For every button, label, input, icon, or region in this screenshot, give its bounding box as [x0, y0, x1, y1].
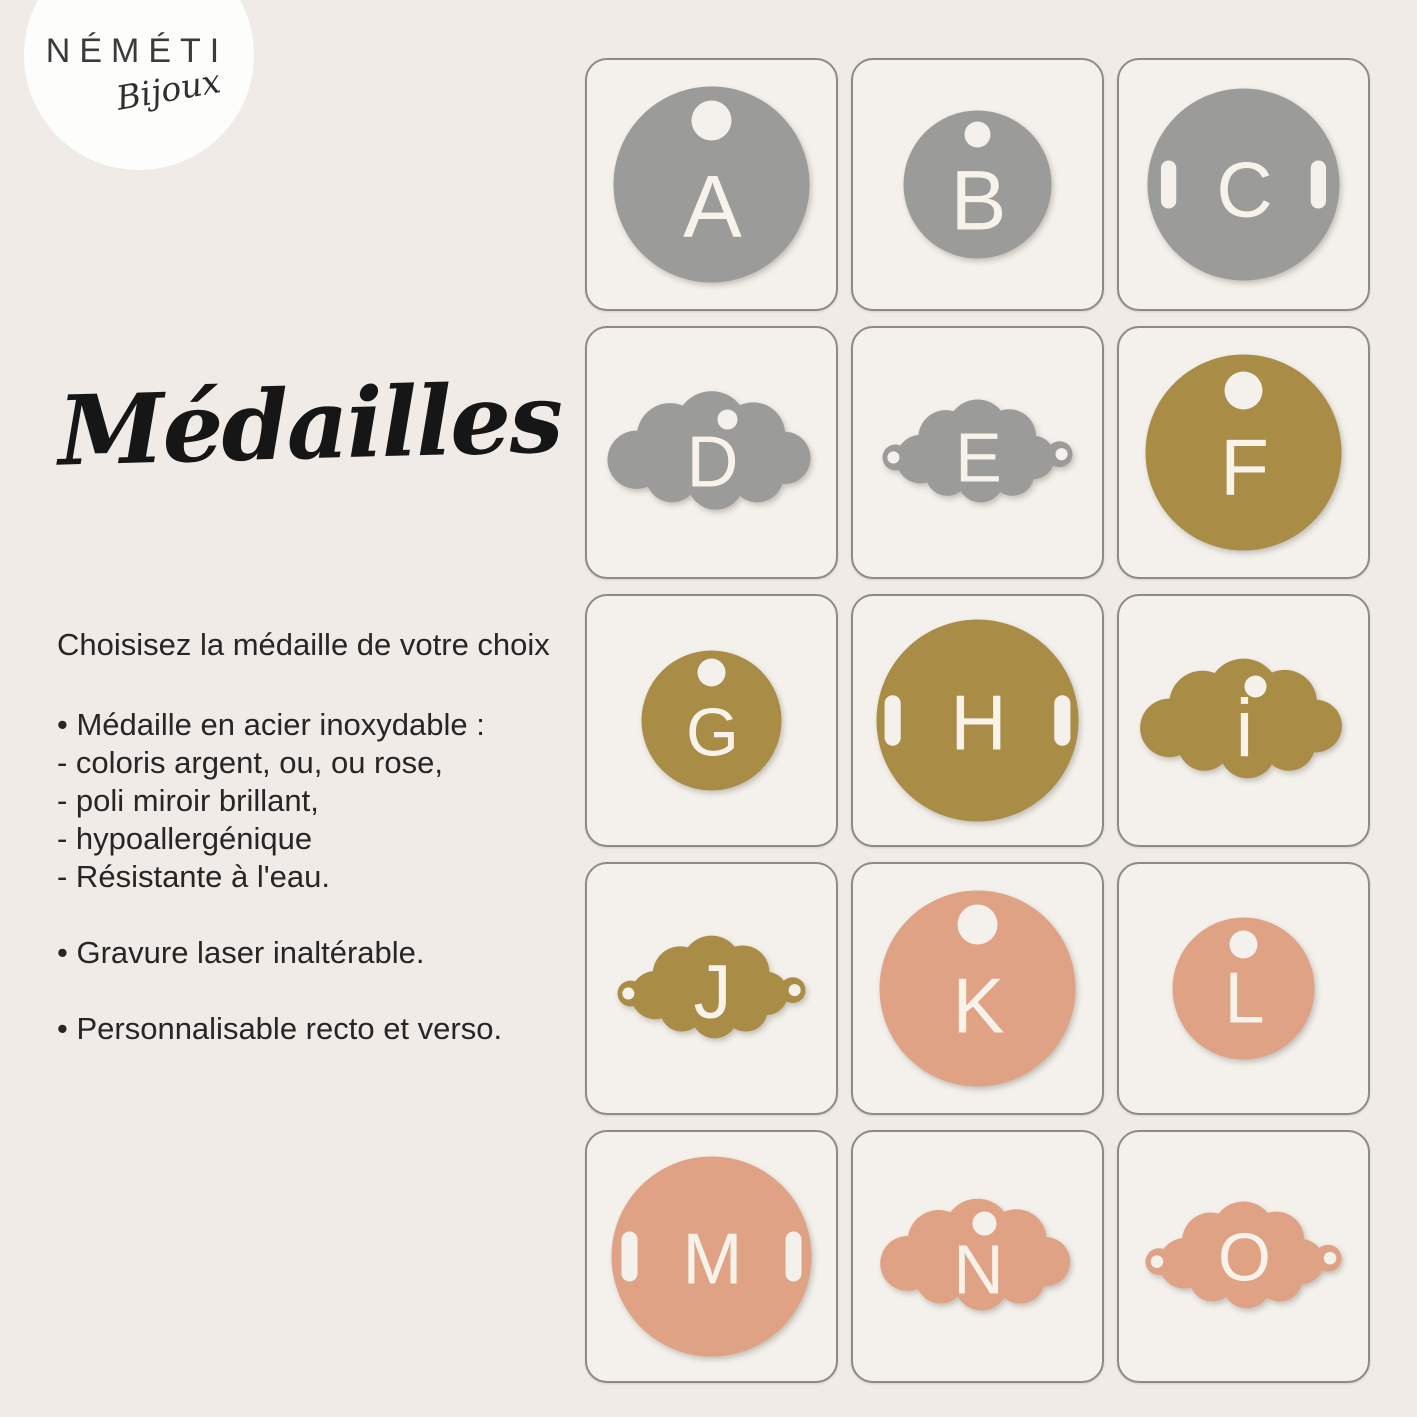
medal-letter: D [686, 422, 739, 503]
medal-shape-C [1117, 58, 1370, 311]
medal-cell-K [851, 862, 1104, 1115]
medal-letter: N [953, 1230, 1004, 1309]
medal-letter: K [952, 961, 1005, 1050]
medal-shape-A [585, 58, 838, 311]
medal-shape-F [1117, 326, 1370, 579]
medal-letter: F [1220, 423, 1269, 512]
medal-shape-L [1117, 862, 1370, 1115]
medal-cell-i [1117, 594, 1370, 847]
medal-letter: G [686, 694, 739, 771]
desc-bullet-material: • Médaille en acier inoxydable : [57, 707, 485, 742]
medal-letter: L [1224, 958, 1265, 1039]
medal-shape-K [851, 862, 1104, 1115]
medal-cell-A [585, 58, 838, 311]
medal-grid [585, 58, 1370, 1383]
medal-cell-G [585, 594, 838, 847]
medal-shape-N [851, 1130, 1104, 1383]
desc-sub-colors: - coloris argent, ou, ou rose, [57, 745, 443, 780]
medal-shape-H [851, 594, 1104, 847]
medal-letter: i [1235, 683, 1254, 774]
description [57, 626, 597, 1048]
medal-cell-E [851, 326, 1104, 579]
medal-letter: O [1218, 1219, 1271, 1296]
medal-letter: B [950, 153, 1007, 248]
medal-shape-B [851, 58, 1104, 311]
medal-shape-i [1117, 594, 1370, 847]
medal-shape-E [851, 326, 1104, 579]
brand-script-bijoux: Bijoux [113, 61, 224, 118]
medal-letter: J [693, 950, 732, 1035]
medal-cell-L [1117, 862, 1370, 1115]
medal-cell-N [851, 1130, 1104, 1383]
page-title: Médailles [56, 361, 563, 488]
desc-bullet-personalizable: • Personnalisable recto et verso. [57, 1011, 503, 1046]
desc-sub-waterproof: - Résistante à l'eau. [57, 859, 331, 894]
medal-letter: H [950, 678, 1007, 767]
medal-shape-G [585, 594, 838, 847]
desc-sub-polish: - poli miroir brillant, [57, 783, 319, 818]
medal-cell-C [1117, 58, 1370, 311]
medal-letter: M [682, 1219, 743, 1300]
medal-cell-F [1117, 326, 1370, 579]
medal-cell-M [585, 1130, 838, 1383]
medal-shape-O [1117, 1130, 1370, 1383]
brand-logo [24, 0, 254, 170]
medal-shape-M [585, 1130, 838, 1383]
desc-bullet-engraving: • Gravure laser inaltérable. [57, 935, 425, 970]
medal-letter: C [1216, 145, 1273, 234]
desc-sub-hypoallergenic: - hypoallergénique [57, 821, 313, 856]
medal-letter: A [683, 157, 742, 256]
medal-cell-B [851, 58, 1104, 311]
medal-cell-J [585, 862, 838, 1115]
medal-cell-D [585, 326, 838, 579]
medal-cell-H [851, 594, 1104, 847]
medal-shape-D [585, 326, 838, 579]
medal-cell-O [1117, 1130, 1370, 1383]
brand-name: NÉMÉTI [45, 32, 229, 70]
medal-letter: E [955, 418, 1002, 497]
desc-intro: Choisisez la médaille de votre choix [57, 627, 550, 662]
medal-shape-J [585, 862, 838, 1115]
